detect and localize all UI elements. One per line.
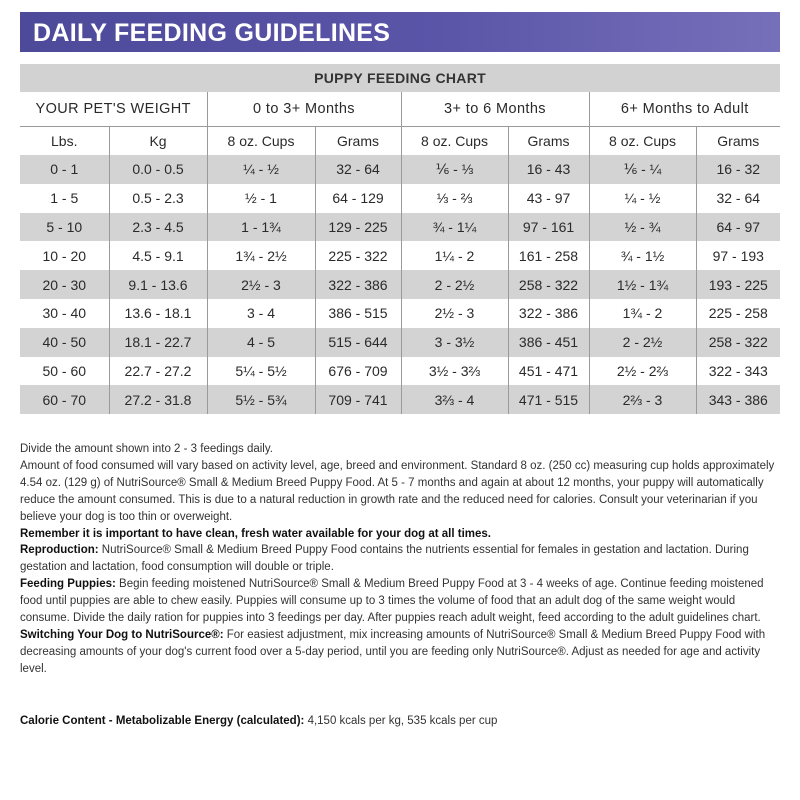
table-cell: 32 - 64 [315, 155, 401, 184]
table-cell: 193 - 225 [696, 270, 780, 299]
page-title: DAILY FEEDING GUIDELINES [20, 12, 780, 52]
table-cell: 386 - 515 [315, 299, 401, 328]
table-row [20, 328, 780, 357]
table-row [20, 241, 780, 270]
table-cell: ¾ - 1¼ [401, 213, 508, 242]
table-cell: 4 - 5 [207, 328, 315, 357]
calorie-label: Calorie Content - Metabolizable Energy (calculated): [20, 715, 305, 727]
notes-feedings: Divide the amount shown into 2 - 3 feedings daily. [20, 443, 273, 455]
table-cell: 2½ - 2⅔ [589, 357, 696, 386]
table-cell: 161 - 258 [508, 241, 589, 270]
table-cell: 3½ - 3⅔ [401, 357, 508, 386]
table-cell: 1¼ - 2 [401, 241, 508, 270]
table-cell: 451 - 471 [508, 357, 589, 386]
table-cell: 515 - 644 [315, 328, 401, 357]
table-cell: 676 - 709 [315, 357, 401, 386]
table-cell: 18.1 - 22.7 [109, 328, 207, 357]
weight-header: YOUR PET'S WEIGHT [20, 92, 207, 127]
notes-feeding-puppies [20, 576, 785, 627]
table-row [20, 213, 780, 242]
reproduction-label: Reproduction: [20, 544, 99, 557]
notes-water: Remember it is important to have clean, fresh water available for your dog at all times. [20, 527, 492, 540]
table-cell: ⅙ - ¼ [589, 155, 696, 184]
unit-header: 8 oz. Cups [401, 127, 508, 156]
table-cell: 322 - 386 [315, 270, 401, 299]
puppy-feeding-chart [20, 64, 780, 414]
table-cell: 9.1 - 13.6 [109, 270, 207, 299]
table-cell: 32 - 64 [696, 184, 780, 213]
table-cell: 709 - 741 [315, 385, 401, 414]
table-cell: 129 - 225 [315, 213, 401, 242]
table-cell: 22.7 - 27.2 [109, 357, 207, 386]
table-cell: 40 - 50 [20, 328, 109, 357]
chart-body [20, 155, 780, 414]
table-cell: 13.6 - 18.1 [109, 299, 207, 328]
table-cell: ⅙ - ⅓ [401, 155, 508, 184]
table-cell: 2½ - 3 [401, 299, 508, 328]
reproduction-text: NutriSource® Small & Medium Breed Puppy Food contains the nutrients essential for females in gestation and lactation. During gestation and lactation, food consumption will double or triple. [20, 544, 749, 574]
table-cell: 5 - 10 [20, 213, 109, 242]
table-cell: 322 - 386 [508, 299, 589, 328]
unit-header: 8 oz. Cups [207, 127, 315, 156]
table-cell: 4.5 - 9.1 [109, 241, 207, 270]
table-cell: 225 - 258 [696, 299, 780, 328]
feeding-text: Begin feeding moistened NutriSource® Small & Medium Breed Puppy Food at 3 - 4 weeks of age. Continue feeding moistened food until puppies are able to chew easily. Puppies will consume up to 3 times the volume of food that an adult dog of the same weight would consume. Divide the daily ration for puppies into 3 feedings per day. After puppies reach adult weight, feed according to the adult guidelines chart. [20, 578, 764, 625]
table-cell: 60 - 70 [20, 385, 109, 414]
calorie-value: 4,150 kcals per kg, 535 kcals per cup [307, 715, 498, 727]
table-cell: 0.0 - 0.5 [109, 155, 207, 184]
table-cell: 5¼ - 5½ [207, 357, 315, 386]
table-cell: 471 - 515 [508, 385, 589, 414]
table-cell: 3⅔ - 4 [401, 385, 508, 414]
table-cell: 2.3 - 4.5 [109, 213, 207, 242]
table-row [20, 385, 780, 414]
table-cell: 64 - 129 [315, 184, 401, 213]
table-cell: ¼ - ½ [207, 155, 315, 184]
table-cell: ½ - ¾ [589, 213, 696, 242]
table-cell: ¾ - 1½ [589, 241, 696, 270]
table-cell: ¼ - ½ [589, 184, 696, 213]
notes-switching [20, 627, 785, 678]
table-cell: 1 - 1¾ [207, 213, 315, 242]
table-cell: 27.2 - 31.8 [109, 385, 207, 414]
unit-header-row [20, 127, 780, 156]
table-cell: ½ - 1 [207, 184, 315, 213]
table-row [20, 270, 780, 299]
table-cell: 1 - 5 [20, 184, 109, 213]
table-cell: 225 - 322 [315, 241, 401, 270]
table-cell: 2 - 2½ [401, 270, 508, 299]
unit-header: Lbs. [20, 127, 109, 156]
table-cell: 50 - 60 [20, 357, 109, 386]
feeding-label: Feeding Puppies: [20, 578, 116, 591]
table-cell: 10 - 20 [20, 241, 109, 270]
table-cell: 97 - 193 [696, 241, 780, 270]
table-cell: 386 - 451 [508, 328, 589, 357]
table-cell: ⅓ - ⅔ [401, 184, 508, 213]
table-cell: 30 - 40 [20, 299, 109, 328]
switching-label: Switching Your Dog to NutriSource®: [20, 628, 224, 641]
table-cell: 2½ - 3 [207, 270, 315, 299]
table-cell: 64 - 97 [696, 213, 780, 242]
table-cell: 258 - 322 [508, 270, 589, 299]
table-row [20, 299, 780, 328]
age-group-header: 3+ to 6 Months [401, 92, 589, 127]
notes-amount: Amount of food consumed will vary based on activity level, age, breed and environment. Standard 8 oz. (250 cc) measuring cup holds approximately 4.54 oz. (129 g) of NutriSource® Small & Medium Breed Puppy Food. At 5 - 7 months and again at about 12 months, your puppy will automatically reduce the amount consumed. This is due to a natural reduction in growth rate and the reduced need for calories. Consult your veterinarian if you believe your dog is too thin or overweight. [20, 459, 775, 523]
table-row [20, 155, 780, 184]
table-cell: 3 - 3½ [401, 328, 508, 357]
table-cell: 20 - 30 [20, 270, 109, 299]
table-cell: 1¾ - 2½ [207, 241, 315, 270]
table-cell: 1¾ - 2 [589, 299, 696, 328]
table-cell: 2 - 2½ [589, 328, 696, 357]
notes-reproduction [20, 542, 785, 576]
table-cell: 0 - 1 [20, 155, 109, 184]
switching-text: For easiest adjustment, mix increasing amounts of NutriSource® Small & Medium Breed Puppy Food with decreasing amounts of your dog's current food over a 5-day period, until you are feeding only NutriSource®. Adjust as needed for age and activity level. [20, 628, 766, 675]
table-cell: 43 - 97 [508, 184, 589, 213]
age-group-header: 0 to 3+ Months [207, 92, 401, 127]
unit-header: Grams [508, 127, 589, 156]
feeding-notes [20, 441, 785, 678]
unit-header: Kg [109, 127, 207, 156]
table-cell: 16 - 43 [508, 155, 589, 184]
table-row [20, 357, 780, 386]
table-cell: 343 - 386 [696, 385, 780, 414]
table-row [20, 184, 780, 213]
table-cell: 16 - 32 [696, 155, 780, 184]
table-cell: 1½ - 1¾ [589, 270, 696, 299]
calorie-content [20, 715, 780, 727]
table-cell: 97 - 161 [508, 213, 589, 242]
chart-title: PUPPY FEEDING CHART [20, 64, 780, 92]
table-cell: 258 - 322 [696, 328, 780, 357]
unit-header: Grams [696, 127, 780, 156]
table-cell: 2⅔ - 3 [589, 385, 696, 414]
table-cell: 322 - 343 [696, 357, 780, 386]
unit-header: 8 oz. Cups [589, 127, 696, 156]
table-cell: 3 - 4 [207, 299, 315, 328]
age-group-header: 6+ Months to Adult [589, 92, 780, 127]
table-cell: 0.5 - 2.3 [109, 184, 207, 213]
table-cell: 5½ - 5¾ [207, 385, 315, 414]
unit-header: Grams [315, 127, 401, 156]
